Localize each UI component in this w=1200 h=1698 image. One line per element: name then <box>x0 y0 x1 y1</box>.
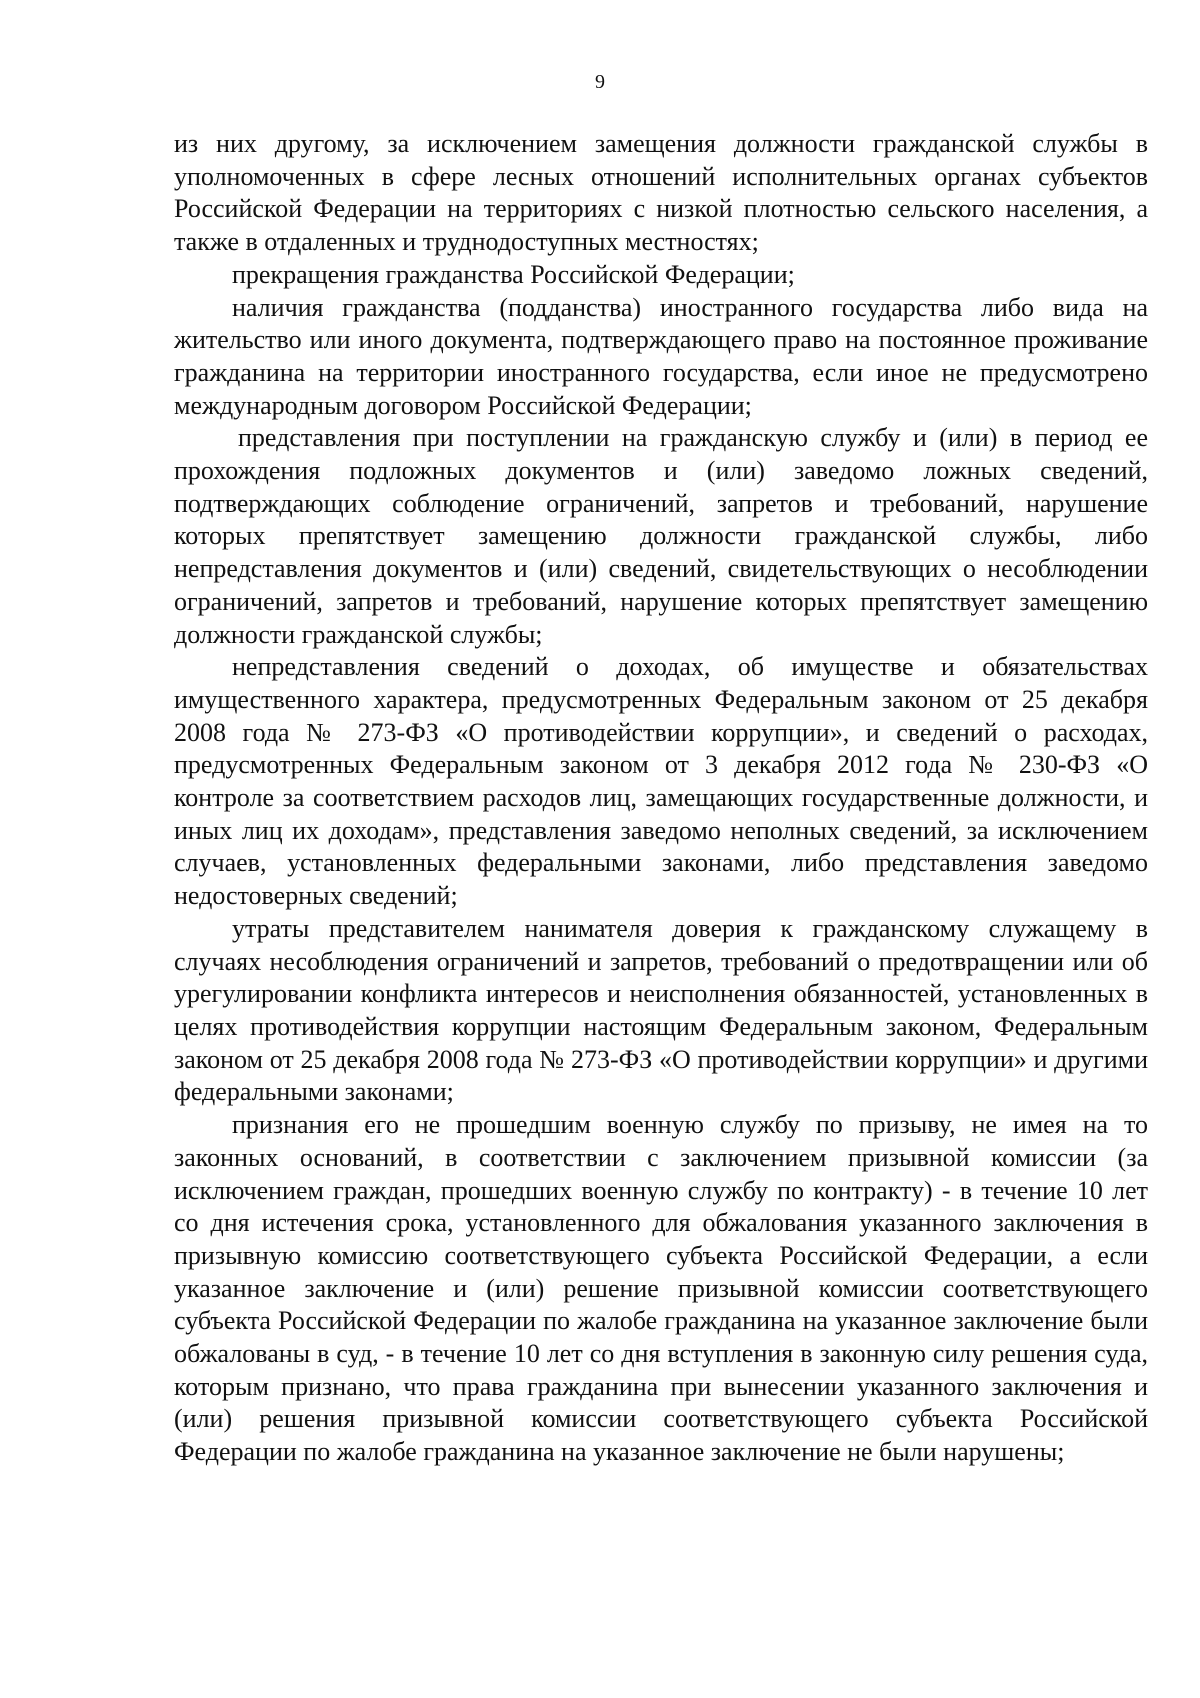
paragraph-foreign-citizenship: наличия гражданства (подданства) иностранного государства либо вида на жительство или иного документа, подтверждающего право на постоянное проживание гражданина на территории иностранного государства, если иное не предусмотрено международным договором Российской Федерации; <box>174 292 1148 420</box>
page-number: 9 <box>595 71 605 93</box>
paragraph-citizenship-termination: прекращения гражданства Российской Федерации; <box>232 259 795 289</box>
paragraph-continuation: из них другому, за исключением замещения должности гражданской службы в уполномоченных в сфере лесных отношений исполнительных органах субъектов Российской Федерации на территориях с низкой плотностью сельского населения, а также в отдаленных и труднодоступных местностях; <box>174 129 1148 257</box>
paragraph-loss-of-trust: утраты представителем нанимателя доверия к гражданскому служащему в случаях несоблюдения ограничений и запретов, требований о предотвращении или об урегулировании конфликта интересов и неисполнения обязанностей, установленных в целях противодействия коррупции настоящим Федеральным законом, Федеральным законом от 25 декабря 2008 года № 273-ФЗ «О противодействии коррупции» и другими федеральными законами; <box>174 913 1148 1107</box>
paragraph-income-information: непредставления сведений о доходах, об имуществе и обязательствах имущественного характера, предусмотренных Федеральным законом от 25 декабря 2008 года № 273-ФЗ «О противодействии коррупции», и сведений о расходах, предусмотренных Федеральным законом от 3 декабря 2012 года № 230-ФЗ «О контроле за соответствием расходов лиц, замещающих государственные должности, и иных лиц их доходам», представления заведомо неполных сведений, за исключением случаев, установленных федеральными законами, либо представления заведомо недостоверных сведений; <box>174 652 1148 911</box>
paragraph-military-service: признания его не прошедшим военную службу по призыву, не имея на то законных оснований, в соответствии с заключением призывной комиссии (за исключением граждан, прошедших военную службу по контракту) - в течение 10 лет со дня истечения срока, установленного для обжалования указанного заключения в призывную комиссию соответствующего субъекта Российской Федерации, а если указанное заключение и (или) решение призывной комиссии соответствующего субъекта Российской Федерации по жалобе гражданина на указанное заключение были обжалованы в суд, - в течение 10 лет со дня вступления в законную силу решения суда, которым признано, что права гражданина при вынесении указанного заключения и (или) решения призывной комиссии соответствующего субъекта Российской Федерации по жалобе гражданина на указанное заключение не были нарушены; <box>174 1110 1148 1467</box>
document-body <box>174 128 1148 1469</box>
paragraph-false-documents: представления при поступлении на гражданскую службу и (или) в период ее прохождения подложных документов и (или) заведомо ложных сведений, подтверждающих соблюдение ограничений, запретов и требований, нарушение которых препятствует замещению должности гражданской службы, либо непредставления документов и (или) сведений, свидетельствующих о несоблюдении ограничений, запретов и требований, нарушение которых препятствует замещению должности гражданской службы; <box>174 423 1148 649</box>
